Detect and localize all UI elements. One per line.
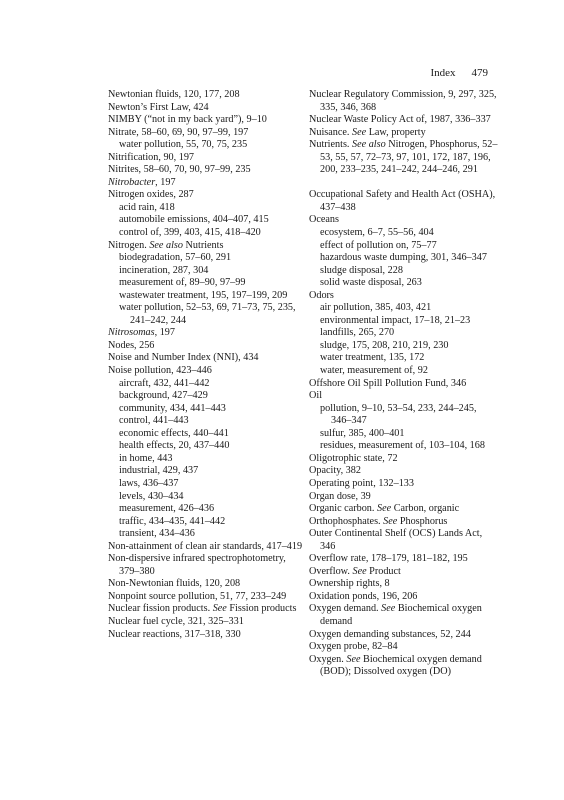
cross-reference-see: See (352, 126, 367, 138)
italic-term: Nitrobacter (108, 176, 156, 188)
index-subentry: acid rain, 418 (119, 201, 175, 213)
index-subentry: community, 434, 441–443 (119, 402, 226, 414)
index-subentry: levels, 430–434 (119, 490, 184, 502)
index-subentry: ecosystem, 6–7, 55–56, 404 (320, 227, 434, 239)
index-subentry: background, 427–429 (119, 390, 208, 402)
index-subentry: wastewater treatment, 195, 197–199, 209 (119, 289, 288, 301)
index-entry: Oxygen. See Biochemical oxygen demand (BOD); Dissolved oxygen (DO) (309, 653, 482, 678)
index-subentry: traffic, 434–435, 441–442 (119, 515, 226, 527)
index-subentry: biodegradation, 57–60, 291 (119, 252, 232, 264)
index-entry: Outer Continental Shelf (OCS) Lands Act, 346 (309, 528, 483, 552)
index-entry: Newton’s First Law, 424 (108, 101, 209, 113)
cross-reference-see: See (352, 565, 367, 577)
index-entry: Nodes, 256 (108, 339, 155, 351)
index-entry: Nuclear reactions, 317–318, 330 (108, 628, 241, 640)
index-entry: Offshore Oil Spill Pollution Fund, 346 (309, 377, 467, 389)
index-entry: Oxygen probe, 82–84 (309, 641, 398, 653)
index-entry: Nitrobacter, 197 (108, 176, 176, 188)
index-column-right (309, 89, 499, 679)
index-entry: Oxygen demand. See Biochemical oxygen demand (309, 603, 482, 627)
index-subentry: solid waste disposal, 263 (320, 277, 422, 289)
index-entry: Nuisance. See Law, property (309, 126, 426, 138)
index-entry: Nitrogen. See also Nutrients (108, 239, 224, 251)
cross-reference-see: See (383, 515, 398, 527)
index-entry: Nitrites, 58–60, 70, 90, 97–99, 235 (108, 164, 251, 176)
index-subentry: transient, 434–436 (119, 528, 195, 540)
index-subentry: water treatment, 135, 172 (320, 352, 425, 364)
index-entry: Nuclear fuel cycle, 321, 325–331 (108, 615, 244, 627)
index-entry: Nitrate, 58–60, 69, 90, 97–99, 197 (108, 126, 249, 138)
index-entry: Oligotrophic state, 72 (309, 452, 398, 464)
index-subentry: in home, 443 (119, 452, 173, 464)
running-head (430, 66, 488, 80)
index-entry: Operating point, 132–133 (309, 477, 414, 489)
index-entry: Nuclear fission products. See Fission products (108, 603, 297, 615)
index-entry: Newtonian fluids, 120, 177, 208 (108, 89, 240, 100)
index-subentry: sludge, 175, 208, 210, 219, 230 (320, 339, 449, 351)
index-subentry: control, 441–443 (119, 415, 189, 427)
index-entry: Opacity, 382 (309, 465, 361, 477)
index-subentry: hazardous waste dumping, 301, 346–347 (320, 252, 487, 264)
index-subentry: pollution, 9–10, 53–54, 233, 244–245, 346–347 (320, 402, 477, 427)
index-entry: Nonpoint source pollution, 51, 77, 233–249 (108, 590, 287, 602)
index-subentry: measurement, 426–436 (119, 503, 215, 515)
index-entry: Noise pollution, 423–446 (108, 365, 212, 377)
index-subentry: air pollution, 385, 403, 421 (320, 302, 432, 314)
index-entry: Organic carbon. See Carbon, organic (309, 503, 460, 515)
index-entry: Nitrogen oxides, 287 (108, 189, 194, 201)
index-entry: Oxygen demanding substances, 52, 244 (309, 628, 471, 640)
index-entry: Oxidation ponds, 196, 206 (309, 590, 418, 602)
index-subentry: sludge disposal, 228 (320, 264, 403, 276)
cross-reference-see: See also (352, 139, 386, 151)
index-subentry: water pollution, 55, 70, 75, 235 (119, 139, 248, 151)
cross-reference-see: See (377, 503, 392, 515)
section-gap (309, 177, 499, 190)
index-entry: Overflow. See Product (309, 565, 401, 577)
index-entry: Overflow rate, 178–179, 181–182, 195 (309, 553, 468, 565)
cross-reference-see: See also (149, 239, 183, 251)
index-subentry: water pollution, 52–53, 69, 71–73, 75, 235, 241–242, 244 (119, 302, 296, 326)
index-entry: NIMBY (“not in my back yard”), 9–10 (108, 114, 267, 126)
index-subentry: effect of pollution on, 75–77 (320, 239, 437, 251)
index-subentry: automobile emissions, 404–407, 415 (119, 214, 269, 226)
index-subentry: incineration, 287, 304 (119, 264, 209, 276)
index-subentry: landfills, 265, 270 (320, 327, 395, 339)
index-column-left (108, 89, 304, 641)
index-subentry: laws, 436–437 (119, 477, 179, 489)
index-entry: Occupational Safety and Health Act (OSHA), 437–438 (309, 189, 496, 213)
index-entry: Ownership rights, 8 (309, 578, 390, 590)
index-entry: Non-Newtonian fluids, 120, 208 (108, 578, 241, 590)
index-subentry: industrial, 429, 437 (119, 465, 199, 477)
index-subentry: aircraft, 432, 441–442 (119, 377, 210, 389)
italic-term: Nitrosomas (108, 327, 155, 339)
cross-reference-see: See (346, 653, 361, 665)
index-subentry: control of, 399, 403, 415, 418–420 (119, 227, 261, 239)
index-entry: Non-attainment of clean air standards, 417–419 (108, 540, 303, 552)
index-subentry: economic effects, 440–441 (119, 427, 229, 439)
running-head-title: Index (430, 67, 456, 79)
index-entry: Orthophosphates. See Phosphorus (309, 515, 448, 527)
index-entry: Oceans (309, 214, 339, 226)
index-entry: Odors (309, 289, 334, 301)
index-entry: Nuclear Regulatory Commission, 9, 297, 325, 335, 346, 368 (309, 89, 497, 113)
index-entry: Non-dispersive infrared spectrophotometry, 379–380 (108, 553, 286, 577)
page-number: 479 (471, 67, 488, 79)
index-subentry: measurement of, 89–90, 97–99 (119, 277, 246, 289)
cross-reference-see: See (381, 603, 396, 615)
index-entry: Nuclear Waste Policy Act of, 1987, 336–337 (309, 114, 491, 126)
index-entry: Nitrification, 90, 197 (108, 151, 195, 163)
index-subentry: residues, measurement of, 103–104, 168 (320, 440, 485, 452)
index-subentry: water, measurement of, 92 (320, 365, 428, 377)
index-entry: Noise and Number Index (NNI), 434 (108, 352, 259, 364)
index-entry: Nutrients. See also Nitrogen, Phosphorus, 52–53, 55, 57, 72–73, 97, 101, 172, 187, 196, 200, 233–235, 241–242, 244–246, 291 (309, 139, 498, 176)
cross-reference-see: See (212, 603, 227, 615)
index-entry: Nitrosomas, 197 (108, 327, 175, 339)
index-subentry: health effects, 20, 437–440 (119, 440, 230, 452)
index-subentry: sulfur, 385, 400–401 (320, 427, 405, 439)
index-subentry: environmental impact, 17–18, 21–23 (320, 314, 471, 326)
index-entry: Organ dose, 39 (309, 490, 371, 502)
index-entry: Oil (309, 390, 323, 402)
